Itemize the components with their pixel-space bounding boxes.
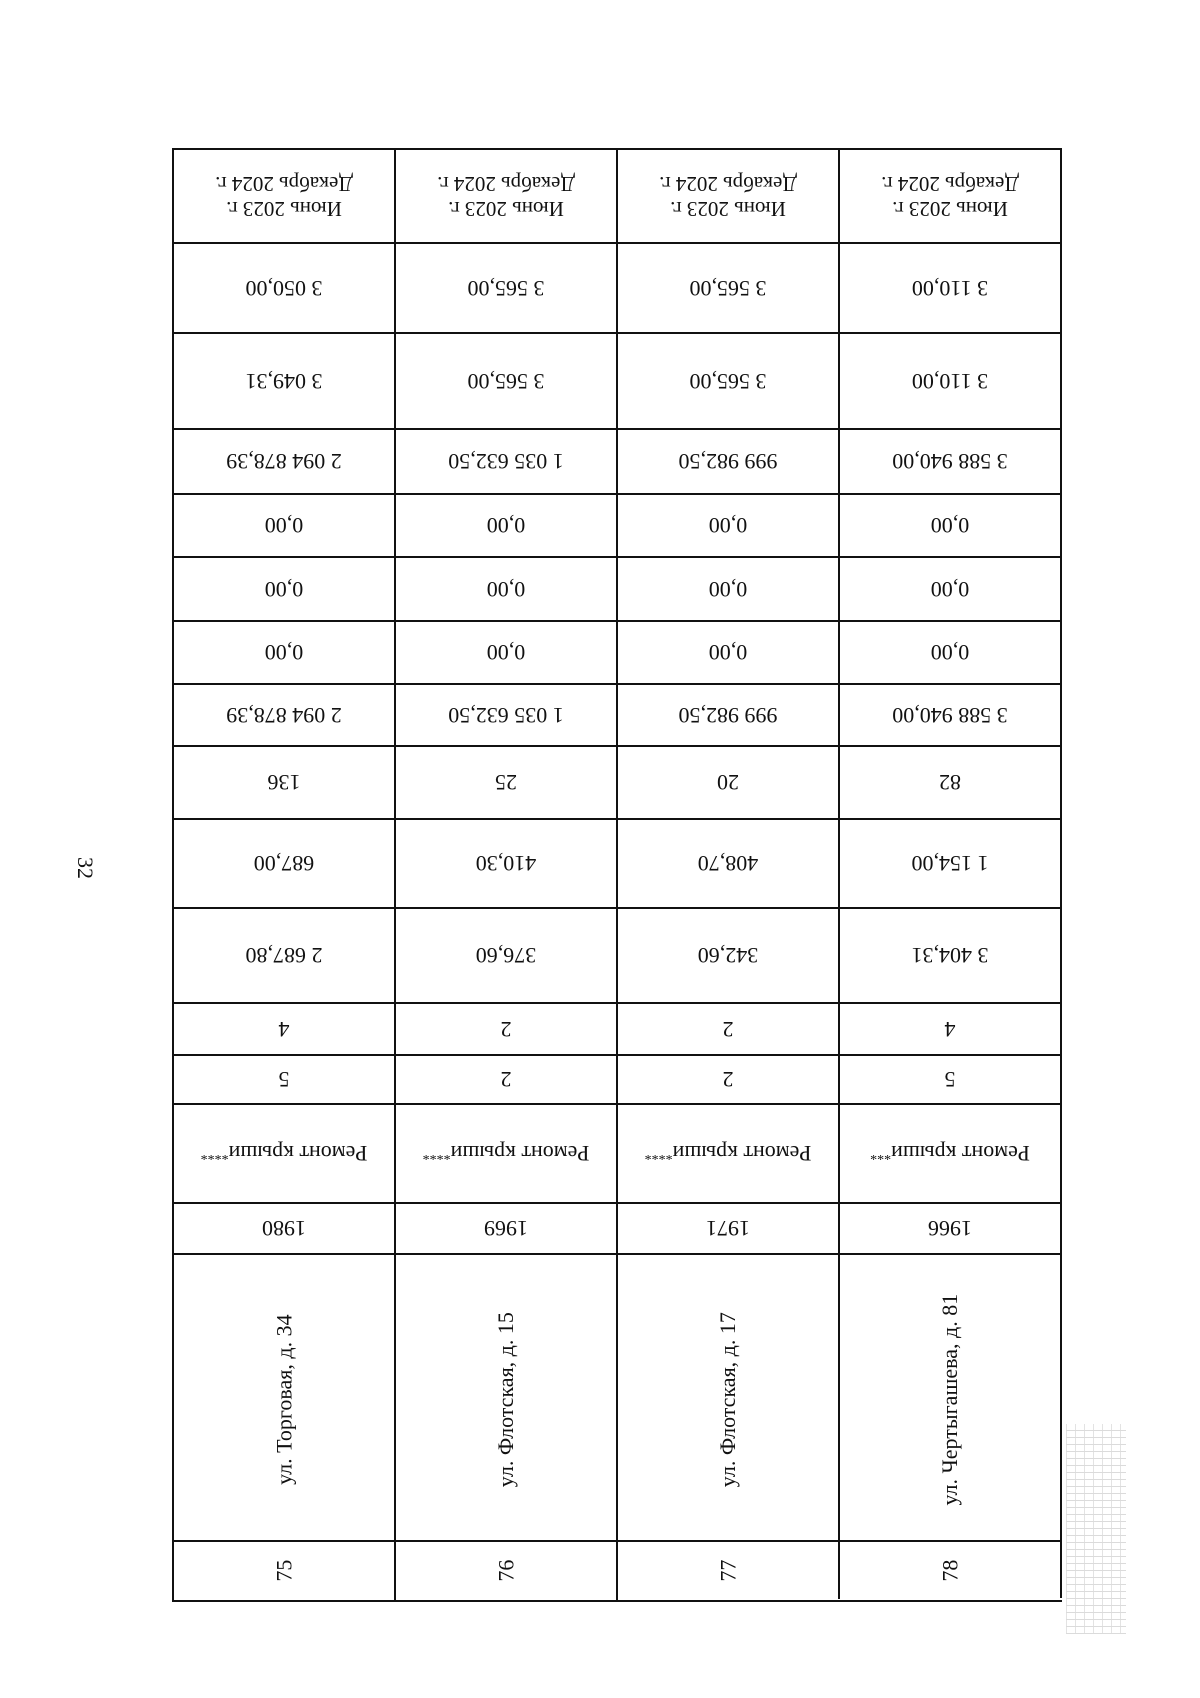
period-start: Июнь 2023 г.: [892, 197, 1008, 222]
cell-value: 3 404,31: [911, 943, 989, 969]
table-cell-work: [840, 1105, 1060, 1202]
table-cell-num: [840, 1542, 1060, 1600]
cell-value: 2: [722, 1016, 734, 1042]
cell-value: 5: [278, 1067, 290, 1093]
table-cell-unit1: [396, 334, 616, 428]
cell-value: 376,60: [475, 943, 537, 969]
table-cell-num: [396, 1542, 616, 1600]
cell-value: 3 588 940,00: [892, 702, 1008, 728]
cell-value: 2: [500, 1067, 512, 1093]
table-cell-a: [174, 1056, 394, 1103]
cell-value: 342,60: [697, 943, 759, 969]
table-cell-work: [618, 1105, 838, 1202]
address-text: ул. Флотская, д. 15: [493, 1311, 519, 1487]
cell-value: 2: [722, 1067, 734, 1093]
table-cell-address: [174, 1255, 394, 1540]
table-cell-unit1: [174, 334, 394, 428]
cell-value: 2 687,80: [245, 943, 323, 969]
cell-value: 1969: [484, 1216, 528, 1242]
cell-value: 3 565,00: [689, 275, 767, 301]
footnote-mark: ****: [644, 1146, 673, 1162]
table-cell-area2: [618, 820, 838, 907]
cell-value: 0,00: [708, 513, 748, 539]
cell-value: 136: [267, 770, 301, 796]
table-cell-a: [618, 1056, 838, 1103]
period-end: Декабрь 2024 г.: [215, 172, 353, 196]
table-cell-cost-total: [174, 430, 394, 493]
table-cell-address: [396, 1255, 616, 1540]
footnote-mark: ***: [870, 1146, 892, 1162]
table-cell-year: [396, 1204, 616, 1253]
cell-value: 1971: [706, 1216, 750, 1242]
period-start: Июнь 2023 г.: [448, 197, 564, 222]
cell-value: 5: [944, 1067, 956, 1093]
period-end: Декабрь 2024 г.: [437, 172, 575, 196]
table-cell-year: [840, 1204, 1060, 1253]
table-cell-z3: [840, 622, 1060, 683]
cell-value: 4: [944, 1016, 956, 1042]
table-cell-year: [618, 1204, 838, 1253]
period-start: Июнь 2023 г.: [670, 197, 786, 222]
table-cell-work: [174, 1105, 394, 1202]
table-cell-address: [618, 1255, 838, 1540]
table-cell-year: [174, 1204, 394, 1253]
table-cell-z1: [618, 495, 838, 556]
table-cell-area1: [618, 909, 838, 1002]
table-cell-period: [396, 150, 616, 242]
address-text: ул. Торговая, д. 34: [271, 1314, 297, 1485]
address-text: ул. Флотская, д. 17: [715, 1311, 741, 1487]
cell-value: 25: [495, 770, 517, 796]
table-cell-a: [396, 1056, 616, 1103]
period-end: Декабрь 2024 г.: [881, 172, 1019, 196]
table-cell-unit2: [174, 244, 394, 332]
work-type: Ремонт крыши: [228, 1141, 368, 1167]
cell-value: 0,00: [930, 640, 970, 666]
cell-value: 2: [500, 1016, 512, 1042]
table-cell-cost-total2: [396, 685, 616, 745]
cell-value: 20: [717, 770, 739, 796]
row-number: 78: [937, 1559, 963, 1582]
table-cell-count: [396, 747, 616, 818]
row-number: 77: [715, 1559, 741, 1582]
cell-value: 4: [278, 1016, 290, 1042]
table-cell-b: [618, 1004, 838, 1054]
table-cell-z3: [174, 622, 394, 683]
cell-value: 3 049,31: [245, 368, 323, 394]
table-cell-period: [840, 150, 1060, 242]
cell-value: 82: [939, 770, 961, 796]
scan-noise: [1066, 1424, 1126, 1634]
cell-value: 1966: [928, 1216, 972, 1242]
table-cell-cost-total2: [618, 685, 838, 745]
cell-value: 3 565,00: [467, 368, 545, 394]
table-cell-work: [396, 1105, 616, 1202]
table-cell-period: [618, 150, 838, 242]
cell-value: 0,00: [486, 576, 526, 602]
cell-value: 0,00: [486, 640, 526, 666]
table-border-right: [1060, 148, 1062, 1598]
table-cell-num: [618, 1542, 838, 1600]
page-number: 32: [73, 857, 98, 879]
table-cell-area2: [396, 820, 616, 907]
table-cell-address: [840, 1255, 1060, 1540]
cell-value: 687,00: [253, 851, 315, 877]
table-cell-cost-total: [396, 430, 616, 493]
table-cell-cost-total2: [174, 685, 394, 745]
period-start: Июнь 2023 г.: [226, 197, 342, 222]
cell-value: 3 565,00: [467, 275, 545, 301]
table-cell-z2: [618, 558, 838, 620]
table-cell-count: [174, 747, 394, 818]
table-border-bottom: [172, 1600, 1062, 1602]
cell-value: 0,00: [930, 513, 970, 539]
cell-value: 999 982,50: [678, 449, 778, 475]
period-end: Декабрь 2024 г.: [659, 172, 797, 196]
row-number: 76: [493, 1559, 519, 1582]
table-cell-count: [840, 747, 1060, 818]
cell-value: 408,70: [697, 851, 759, 877]
table-cell-b: [840, 1004, 1060, 1054]
table-cell-area2: [174, 820, 394, 907]
table-cell-b: [174, 1004, 394, 1054]
table-cell-unit2: [840, 244, 1060, 332]
cell-value: 3 110,00: [911, 275, 989, 301]
table-cell-z1: [174, 495, 394, 556]
cell-value: 0,00: [264, 576, 304, 602]
cell-value: 0,00: [708, 640, 748, 666]
work-type: Ремонт крыши: [891, 1141, 1030, 1167]
table-cell-period: [174, 150, 394, 242]
table-cell-cost-total: [618, 430, 838, 493]
cell-value: 0,00: [264, 640, 304, 666]
table-cell-z2: [396, 558, 616, 620]
table-cell-z3: [618, 622, 838, 683]
cell-value: 3 050,00: [245, 275, 323, 301]
cell-value: 2 094 878,39: [226, 702, 342, 728]
work-type: Ремонт крыши: [450, 1141, 590, 1167]
cell-value: 1 035 632,50: [448, 702, 564, 728]
table-cell-area1: [174, 909, 394, 1002]
address-text: ул. Чертыгашева, д. 81: [937, 1293, 963, 1506]
table-cell-area2: [840, 820, 1060, 907]
table-cell-unit1: [618, 334, 838, 428]
cell-value: 410,30: [475, 851, 537, 877]
cell-value: 1980: [262, 1216, 306, 1242]
cell-value: 0,00: [930, 576, 970, 602]
table-cell-num: [174, 1542, 394, 1600]
cell-value: 3 588 940,00: [892, 449, 1008, 475]
table-cell-z1: [396, 495, 616, 556]
table-cell-a: [840, 1056, 1060, 1103]
cell-value: 0,00: [708, 576, 748, 602]
table-cell-cost-total2: [840, 685, 1060, 745]
work-type: Ремонт крыши: [672, 1141, 812, 1167]
table-cell-unit2: [618, 244, 838, 332]
footnote-mark: ****: [422, 1146, 451, 1162]
cell-value: 999 982,50: [678, 702, 778, 728]
cell-value: 3 110,00: [911, 368, 989, 394]
cell-value: 2 094 878,39: [226, 449, 342, 475]
table-cell-z3: [396, 622, 616, 683]
table-cell-cost-total: [840, 430, 1060, 493]
table-cell-count: [618, 747, 838, 818]
table-cell-unit2: [396, 244, 616, 332]
footnote-mark: ****: [200, 1146, 229, 1162]
cell-value: 0,00: [264, 513, 304, 539]
table-cell-unit1: [840, 334, 1060, 428]
row-number: 75: [271, 1559, 297, 1582]
table-cell-area1: [840, 909, 1060, 1002]
cell-value: 1 154,00: [911, 851, 989, 877]
table-cell-b: [396, 1004, 616, 1054]
table-cell-area1: [396, 909, 616, 1002]
table-cell-z2: [174, 558, 394, 620]
cell-value: 1 035 632,50: [448, 449, 564, 475]
cell-value: 3 565,00: [689, 368, 767, 394]
cell-value: 0,00: [486, 513, 526, 539]
table-cell-z1: [840, 495, 1060, 556]
table-cell-z2: [840, 558, 1060, 620]
